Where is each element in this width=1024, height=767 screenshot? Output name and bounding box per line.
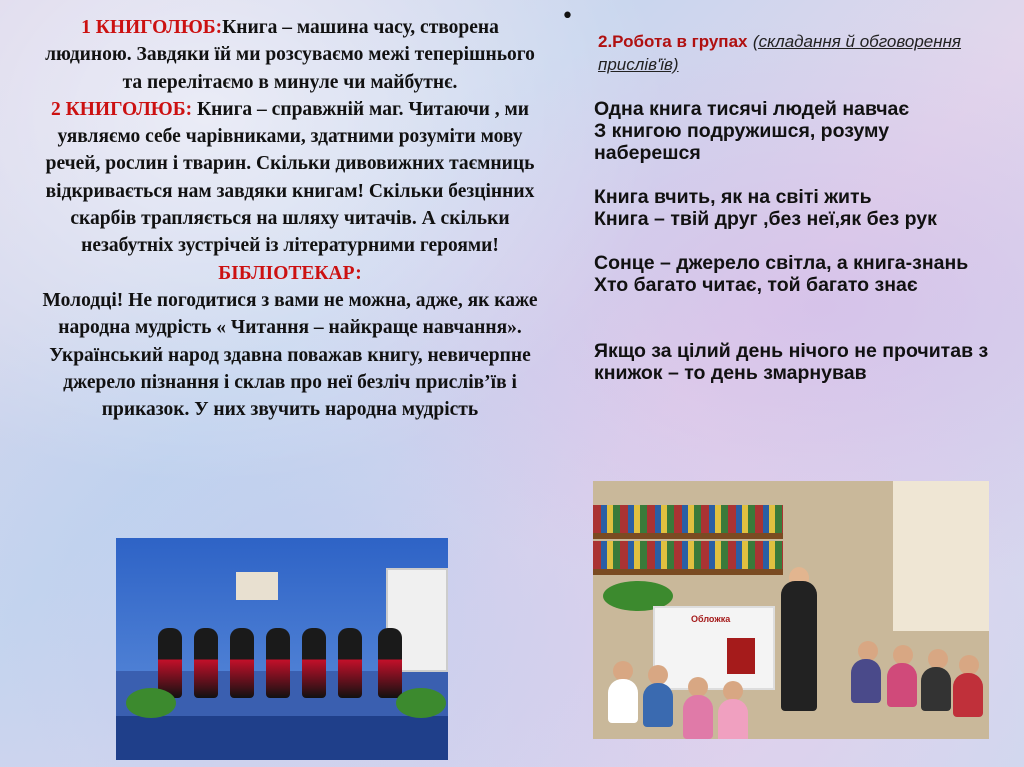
library-window	[893, 481, 989, 631]
teacher-figure	[781, 581, 817, 711]
dancer-figure	[158, 628, 182, 698]
group-work-subtitle: (складання й обговорення прислів'їв)	[598, 32, 962, 74]
dancer-figure	[338, 628, 362, 698]
child-head	[893, 645, 913, 665]
child-head	[613, 661, 633, 681]
child-head	[928, 649, 948, 669]
proverb-item: Книга вчить, як на світі жить	[594, 186, 872, 208]
knyholiub-1-text: Книга – машина часу, створена людиною. Завдяки їй ми розсуваємо межі теперішнього та перелітаємо в минуле чи майбутнє.	[45, 17, 535, 93]
book-image	[727, 638, 755, 674]
child-head	[858, 641, 878, 661]
knyholiub-2-text: Книга – справжній маг. Читаючи , ми уявляємо себе чарівниками, здатними розуміти мову речей, рослин і тварин. Скільки дивовижних таємниць відкривається нам завдяки книгам! Скільки безцінних скарбів трапляється на шляху читачів. А скільки незабутніх зустрічей із літературними героями!	[45, 98, 535, 257]
child-head	[959, 655, 979, 675]
dancer-figure	[194, 628, 218, 698]
child-head	[688, 677, 708, 697]
child-figure	[608, 679, 638, 723]
left-text-block	[40, 14, 540, 423]
bookshelf-plank	[593, 569, 783, 575]
bookshelf-row	[593, 505, 783, 533]
dancer-figure	[266, 628, 290, 698]
librarian-text: Молодці! Не погодитися з вами не можна, адже, як каже народна мудрість « Читання – найкраще навчання». Український народ здавна поважав книгу, невичерпне джерело пізнання і склав про неї безліч прислів’їв і приказок. У них звучить народна мудрість	[42, 289, 538, 421]
stage-performance-photo	[116, 538, 448, 760]
proverb-item: З книгою подружишся, розуму наберешся	[594, 120, 890, 164]
proverb-item: Хто багато читає, той багато знає	[594, 274, 918, 296]
child-figure	[851, 659, 881, 703]
dancer-figure	[302, 628, 326, 698]
knyholiub-1-label: 1 КНИГОЛЮБ:	[81, 17, 223, 38]
projection-screen	[653, 606, 775, 690]
child-figure	[643, 683, 673, 727]
bookshelf-plank	[593, 533, 783, 539]
library-class-photo	[593, 481, 989, 739]
child-figure	[683, 695, 713, 739]
proverb-item: Якщо за цілий день нічого не прочитав з книжок – то день змарнував	[594, 340, 989, 384]
child-figure	[921, 667, 951, 711]
librarian-label: БІБЛІОТЕКАР:	[218, 262, 362, 284]
plant-decor	[126, 688, 176, 718]
plant-decor	[396, 688, 446, 718]
child-head	[648, 665, 668, 685]
stage-floor	[116, 716, 448, 760]
proverb-item: Одна книга тисячі людей навчає	[594, 98, 910, 120]
dancer-figure	[378, 628, 402, 698]
child-figure	[718, 699, 748, 739]
dancer-figure	[230, 628, 254, 698]
right-text-block	[594, 30, 994, 384]
proverb-item: Книга – твій друг ,без неї,як без рук	[594, 208, 937, 230]
screen-caption: Обложка	[691, 614, 731, 624]
stage-poster	[236, 572, 278, 600]
bullet-marker: •	[561, 4, 574, 29]
proverb-item: Сонце – джерело світла, а книга-знань	[594, 252, 969, 274]
child-figure	[953, 673, 983, 717]
knyholiub-2-label: 2 КНИГОЛЮБ:	[51, 98, 193, 120]
child-head	[723, 681, 743, 701]
group-work-title: 2.Робота в групах	[598, 32, 748, 51]
bookshelf-row	[593, 541, 783, 569]
child-figure	[887, 663, 917, 707]
